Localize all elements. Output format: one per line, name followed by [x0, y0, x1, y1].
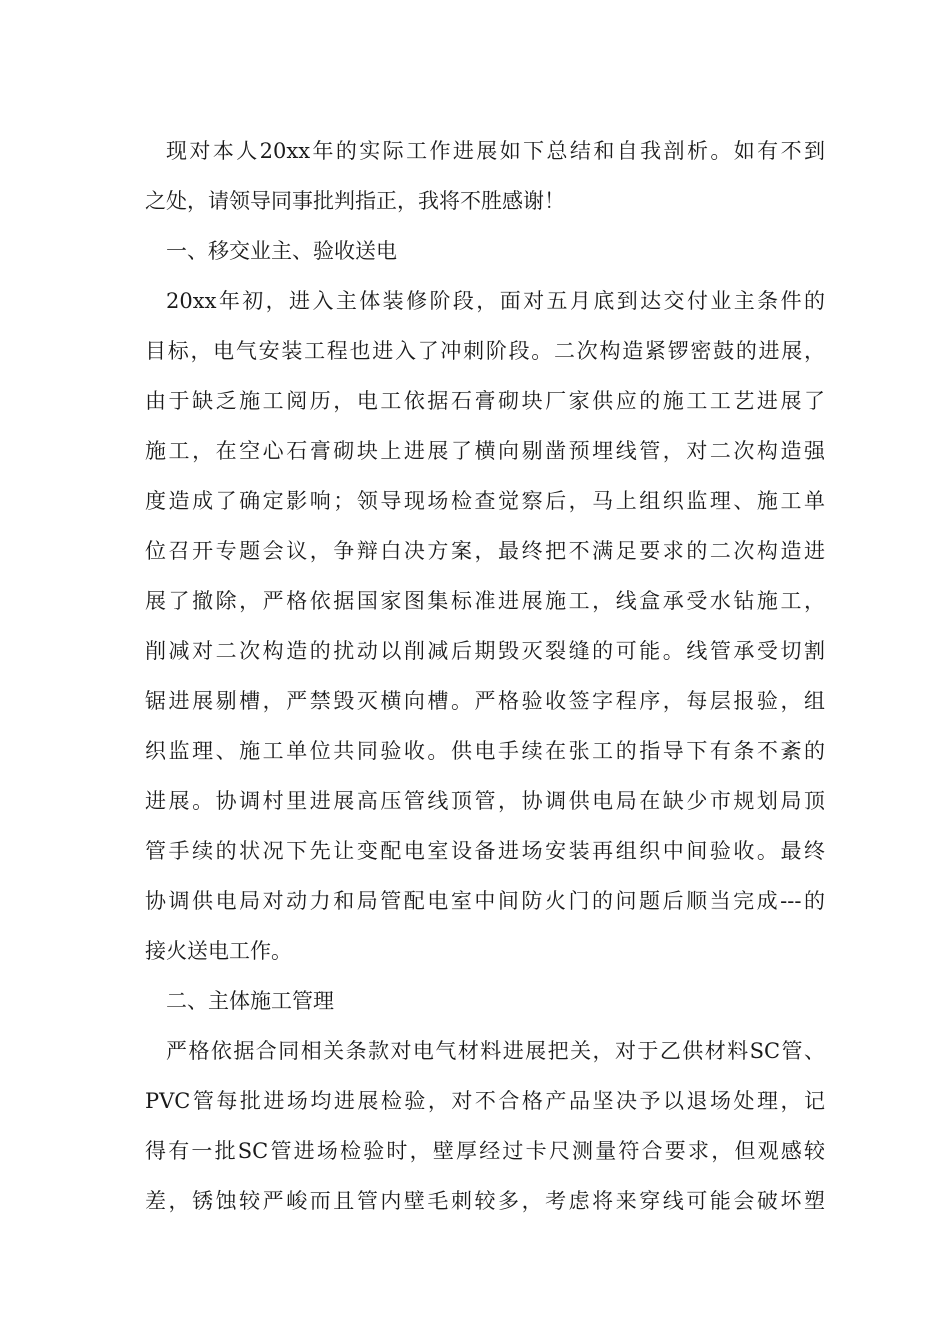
text-line: 施工，在空心石膏砌块上进展了横向剔凿预埋线管，对二次构造强 [145, 439, 825, 463]
section-heading: 一、移交业主、验收送电 [166, 239, 397, 263]
text-line: 由于缺乏施工阅历，电工依据石膏砌块厂家供应的施工工艺进展了 [145, 389, 825, 413]
text-line: 削减对二次构造的扰动以削减后期毁灭裂缝的可能。线管承受切割 [145, 639, 825, 663]
text-line: 20xx年初，进入主体装修阶段，面对五月底到达交付业主条件的 [166, 289, 825, 313]
text-line: 展了撤除，严格依据国家图集标准进展施工，线盒承受水钻施工， [145, 589, 825, 613]
section-heading: 二、主体施工管理 [166, 989, 334, 1013]
text-line: 接火送电工作。 [145, 939, 292, 963]
text-line: 进展。协调村里进展高压管线顶管，协调供电局在缺少市规划局顶 [145, 789, 825, 813]
text-line: 管手续的状况下先让变配电室设备进场安装再组织中间验收。最终 [145, 839, 825, 863]
text-line: 差，锈蚀较严峻而且管内壁毛刺较多，考虑将来穿线可能会破坏塑 [145, 1189, 825, 1213]
text-line: 度造成了确定影响；领导现场检查觉察后，马上组织监理、施工单 [145, 489, 825, 513]
text-line: 严格依据合同相关条款对电气材料进展把关，对于乙供材料SC管、 [166, 1039, 825, 1063]
text-line: 锯进展剔槽，严禁毁灭横向槽。严格验收签字程序，每层报验，组 [145, 689, 825, 713]
text-line: 现对本人20xx年的实际工作进展如下总结和自我剖析。如有不到 [166, 139, 825, 163]
text-line: 协调供电局对动力和局管配电室中间防火门的问题后顺当完成---的 [145, 889, 825, 913]
text-line: 织监理、施工单位共同验收。供电手续在张工的指导下有条不紊的 [145, 739, 825, 763]
document-body [145, 126, 825, 1226]
text-line: 得有一批SC管进场检验时，壁厚经过卡尺测量符合要求，但观感较 [145, 1139, 825, 1163]
text-line: PVC管每批进场均进展检验，对不合格产品坚决予以退场处理，记 [145, 1089, 825, 1113]
text-line: 目标，电气安装工程也进入了冲刺阶段。二次构造紧锣密鼓的进展， [145, 339, 825, 363]
text-line: 之处，请领导同事批判指正，我将不胜感谢！ [145, 189, 565, 213]
text-line: 位召开专题会议，争辩白决方案，最终把不满足要求的二次构造进 [145, 539, 825, 563]
